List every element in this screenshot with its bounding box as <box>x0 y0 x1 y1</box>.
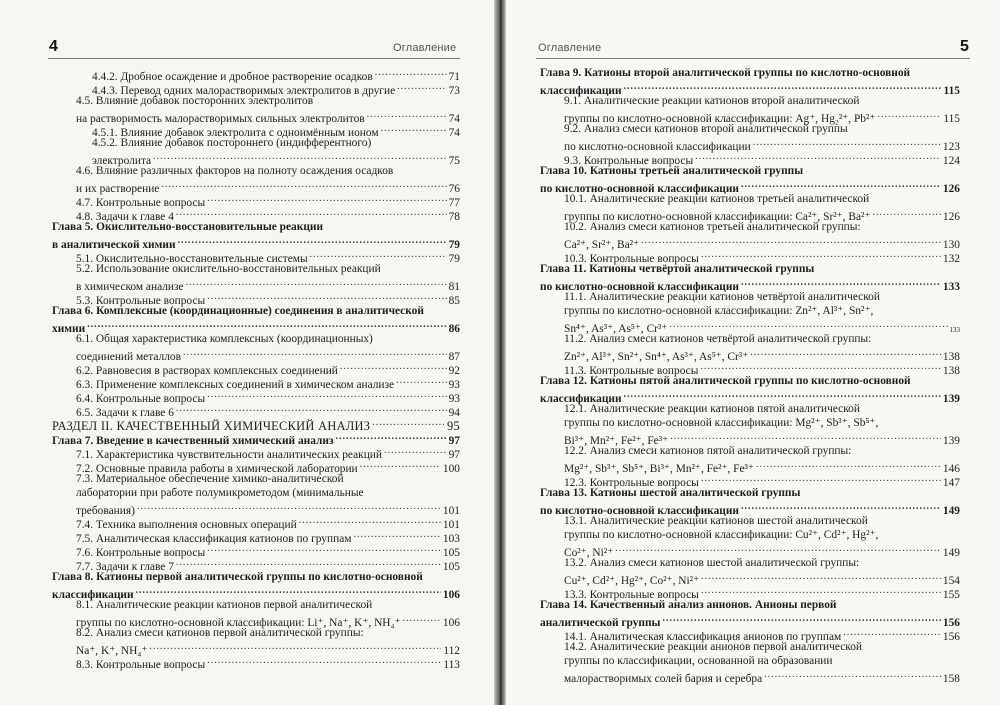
toc-chapter: Глава 6. Комплексные (координационные) соединения в аналитической <box>52 305 424 317</box>
toc-entry: лаборатории при работе полумикрометодом (минимальные <box>76 487 364 499</box>
toc-entry: 4.5.1. Влияние добавок электролита с одноимённым ионом ..... 74 <box>52 122 460 136</box>
toc-entry: 7.6. Контрольные вопросы ..... 105 <box>52 542 460 556</box>
header-rule <box>48 58 460 59</box>
toc-entry: Sn⁴⁺, As³⁺, As⁵⁺, Cr³⁺ ..... 133 <box>540 318 960 332</box>
toc-chapter: классификации ..... 139 <box>540 388 960 402</box>
toc-chapter: Глава 13. Катионы шестой аналитической группы <box>540 487 801 499</box>
toc-entry: 13.2. Анализ смеси катионов шестой аналитической группы: <box>564 557 860 569</box>
toc-entry: 4.7. Контрольные вопросы ..... 77 <box>52 192 460 206</box>
toc-entry: 12.3. Контрольные вопросы ..... 147 <box>540 472 960 486</box>
toc-entry: 13.3. Контрольные вопросы ..... 155 <box>540 584 960 598</box>
toc-entry: 7.7. Задачи к главе 7 ..... 105 <box>52 556 460 570</box>
toc-entry: 4.5.2. Влияние добавок постороннего (индифферентного) <box>92 137 372 149</box>
toc-entry: Na⁺, K⁺, NH₄⁺ ..... 112 <box>52 640 460 654</box>
toc-chapter: аналитической группы ..... 156 <box>540 612 960 626</box>
toc-entry: группы по кислотно-основной классификации: Ca²⁺, Sr²⁺, Ba²⁺ ..... 126 <box>540 206 960 220</box>
toc-entry: 6.1. Общая характеристика комплексных (координационных) <box>76 333 373 345</box>
toc-chapter: по кислотно-основной классификации ..... 126 <box>540 178 960 192</box>
toc-entry: 4.4.2. Дробное осаждение и дробное растворение осадков ..... 71 <box>52 66 460 80</box>
toc-chapter: Глава 10. Катионы третьей аналитической группы <box>540 165 804 177</box>
page-number: 5 <box>960 38 969 55</box>
toc-entry: малорастворимых солей бария и серебра ..... 158 <box>540 668 960 682</box>
toc-entry: 7.4. Техника выполнения основных операций ..... 101 <box>52 514 460 528</box>
toc-entry: 7.2. Основные правила работы в химической лаборатории ..... 100 <box>52 458 460 472</box>
toc-entry: 7.5. Аналитическая классификация катионов по группам ..... 103 <box>52 528 460 542</box>
header-rule <box>536 58 970 59</box>
toc-entry: Zn²⁺, Al³⁺, Sn²⁺, Sn⁴⁺, As³⁺, As⁵⁺, Cr³⁺ ..... 138 <box>540 346 960 360</box>
toc-entry: 6.2. Равновесия в растворах комплексных соединений ..... 92 <box>52 360 460 374</box>
toc-entry: группы по кислотно-основной классификации: Li⁺, Na⁺, K⁺, NH₄⁺ ..... 106 <box>52 612 460 626</box>
toc-entry: 11.1. Аналитические реакции катионов четвёртой аналитической <box>564 291 880 303</box>
toc-entry: 6.5. Задачи к главе 6 ..... 94 <box>52 402 460 416</box>
toc-entry: группы по кислотно-основной классификации: Cu²⁺, Cd²⁺, Hg²⁺, <box>564 529 879 541</box>
toc-entry: Bi³⁺, Mn²⁺, Fe²⁺, Fe³⁺ ..... 139 <box>540 430 960 444</box>
toc-entry: 9.1. Аналитические реакции катионов второй аналитической <box>564 95 860 107</box>
toc-entry: 11.2. Анализ смеси катионов четвёртой аналитической группы: <box>564 333 872 345</box>
toc-entry: 6.3. Применение комплексных соединений в химическом анализе ..... 93 <box>52 374 460 388</box>
toc-chapter: Глава 7. Введение в качественный химический анализ ..... 97 <box>52 430 460 444</box>
toc-chapter: Глава 12. Катионы пятой аналитической группы по кислотно-основной <box>540 375 911 387</box>
toc-entry: Cu²⁺, Cd²⁺, Hg²⁺, Co²⁺, Ni²⁺ ..... 154 <box>540 570 960 584</box>
toc-entry: 9.3. Контрольные вопросы ..... 124 <box>540 150 960 164</box>
toc-entry: группы по кислотно-основной классификации: Zn²⁺, Al³⁺, Sn²⁺, <box>564 305 874 317</box>
toc-entry: 7.1. Характеристика чувствительности аналитических реакций ..... 97 <box>52 444 460 458</box>
toc-entry: Mg²⁺, Sb³⁺, Sb⁵⁺, Bi³⁺, Mn²⁺, Fe²⁺, Fe³⁺ ..... 146 <box>540 458 960 472</box>
toc-chapter: по кислотно-основной классификации ..... 133 <box>540 276 960 290</box>
toc-entry: Ca²⁺, Sr²⁺, Ba²⁺ ..... 130 <box>540 234 960 248</box>
left-page <box>0 0 494 705</box>
toc-entry: по кислотно-основной классификации ..... 123 <box>540 136 960 150</box>
toc-entry: 12.1. Аналитические реакции катионов пятой аналитической <box>564 403 860 415</box>
toc-entry: 10.3. Контрольные вопросы ..... 132 <box>540 248 960 262</box>
toc-entry: 6.4. Контрольные вопросы ..... 93 <box>52 388 460 402</box>
toc-entry: электролита ..... 75 <box>52 150 460 164</box>
toc-entry: 14.1. Аналитическая классификация анионов по группам ..... 156 <box>540 626 960 640</box>
toc-entry: требования) ..... 101 <box>52 500 460 514</box>
toc-chapter: Глава 8. Катионы первой аналитической группы по кислотно-основной <box>52 571 423 583</box>
toc-chapter: классификации ..... 115 <box>540 80 960 94</box>
toc-entry: на растворимость малорастворимых сильных электролитов ..... 74 <box>52 108 460 122</box>
toc-part: РАЗДЕЛ II. КАЧЕСТВЕННЫЙ ХИМИЧЕСКИЙ АНАЛИЗ ..... 95 <box>52 416 460 430</box>
book-gutter <box>494 0 506 705</box>
toc-entry: 4.5. Влияние добавок посторонних электролитов <box>76 95 314 107</box>
toc-chapter: Глава 11. Катионы четвёртой аналитической группы <box>540 263 815 275</box>
toc-entry: и их растворение ..... 76 <box>52 178 460 192</box>
toc-chapter: химии ..... 86 <box>52 318 460 332</box>
toc-entry: 4.4.3. Перевод одних малорастворимых электролитов в другие ..... 73 <box>52 80 460 94</box>
page-number: 4 <box>49 38 58 55</box>
toc-entry: 5.3. Контрольные вопросы ..... 85 <box>52 290 460 304</box>
toc-chapter: по кислотно-основной классификации ..... 149 <box>540 500 960 514</box>
toc-entry: 8.3. Контрольные вопросы ..... 113 <box>52 654 460 668</box>
toc-entry: 8.1. Аналитические реакции катионов первой аналитической <box>76 599 373 611</box>
toc-entry: 14.2. Аналитические реакции анионов первой аналитической <box>564 641 863 653</box>
toc-entry: соединений металлов ..... 87 <box>52 346 460 360</box>
toc-chapter: Глава 9. Катионы второй аналитической группы по кислотно-основной <box>540 67 911 79</box>
toc-entry: 11.3. Контрольные вопросы ..... 138 <box>540 360 960 374</box>
toc-chapter: классификации ..... 106 <box>52 584 460 598</box>
toc-chapter: Глава 5. Окислительно-восстановительные реакции <box>52 221 324 233</box>
toc-entry: 10.2. Анализ смеси катионов третьей аналитической группы: <box>564 221 861 233</box>
toc-entry: 8.2. Анализ смеси катионов первой аналитической группы: <box>76 627 364 639</box>
toc-chapter: Глава 14. Качественный анализ анионов. Анионы первой <box>540 599 837 611</box>
toc-entry: 13.1. Аналитические реакции катионов шестой аналитической <box>564 515 868 527</box>
toc-entry: 5.1. Окислительно-восстановительные системы ..... 79 <box>52 248 460 262</box>
toc-entry: 5.2. Использование окислительно-восстановительных реакций <box>76 263 381 275</box>
toc-entry: Co²⁺, Ni²⁺ ..... 149 <box>540 542 960 556</box>
running-title: Оглавление <box>538 42 602 54</box>
right-page <box>506 0 1000 705</box>
toc-entry: группы по классификации, основанной на образовании <box>564 655 833 667</box>
toc-entry: 4.6. Влияние различных факторов на полноту осаждения осадков <box>76 165 394 177</box>
running-title: Оглавление <box>393 42 457 54</box>
toc-entry: 7.3. Материальное обеспечение химико-аналитической <box>76 473 344 485</box>
toc-entry: 4.8. Задачи к главе 4 ..... 78 <box>52 206 460 220</box>
toc-entry: 12.2. Анализ смеси катионов пятой аналитической группы: <box>564 445 852 457</box>
toc-entry: в химическом анализе ..... 81 <box>52 276 460 290</box>
toc-entry: 9.2. Анализ смеси катионов второй аналитической группы <box>564 123 848 135</box>
toc-entry: 10.1. Аналитические реакции катионов третьей аналитической <box>564 193 870 205</box>
toc-chapter: в аналитической химии ..... 79 <box>52 234 460 248</box>
toc-entry: группы по кислотно-основной классификации: Mg²⁺, Sb³⁺, Sb⁵⁺, <box>564 417 879 429</box>
toc-entry: группы по кислотно-основной классификации: Ag⁺, Hg₂²⁺, Pb²⁺ ..... 115 <box>540 108 960 122</box>
